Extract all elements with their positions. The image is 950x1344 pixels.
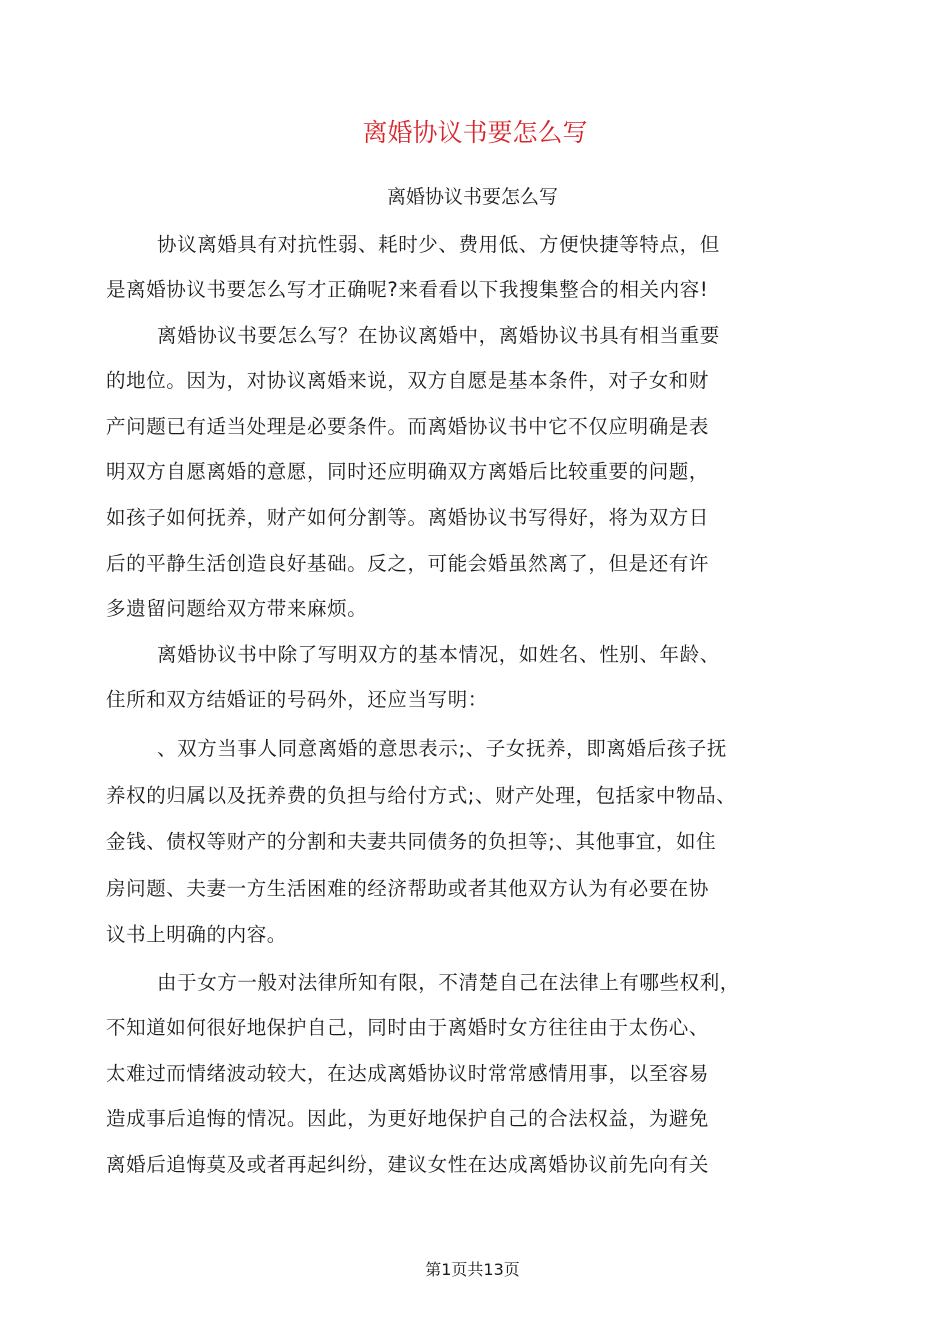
body-line: 造成事后追悔的情况。因此，为更好地保护自己的合法权益，为避免 <box>106 1107 710 1130</box>
body-line: 离婚协议书中除了写明双方的基本情况，如姓名、性别、年龄、 <box>157 643 720 666</box>
page-number-footer: 第1页共13页 <box>425 1260 520 1279</box>
document-title: 离婚协议书要怎么写 <box>362 118 588 147</box>
body-line: 的地位。因为，对协议离婚来说，双方自愿是基本条件，对子女和财 <box>106 369 710 392</box>
body-line: 后的平静生活创造良好基础。反之，可能会婚虽然离了，但是还有许 <box>106 552 710 575</box>
body-line: 、双方当事人同意离婚的意思表示;、子女抚养，即离婚后孩子抚 <box>157 737 727 760</box>
body-line: 由于女方一般对法律所知有限，不清楚自己在法律上有哪些权利， <box>157 971 740 994</box>
document-subtitle: 离婚协议书要怎么写 <box>386 186 558 208</box>
body-line: 养权的归属以及抚养费的负担与给付方式;、财产处理，包括家中物品、 <box>106 784 737 807</box>
body-line: 是离婚协议书要怎么写才正确呢?来看看以下我搜集整合的相关内容! <box>106 278 709 301</box>
body-line: 太难过而情绪波动较大，在达成离婚协议时常常感情用事，以至容易 <box>106 1062 710 1085</box>
body-line: 明双方自愿离婚的意愿，同时还应明确双方离婚后比较重要的问题， <box>106 460 710 483</box>
body-line: 房问题、夫妻一方生活困难的经济帮助或者其他双方认为有必要在协 <box>106 877 710 900</box>
body-line: 离婚协议书要怎么写？在协议离婚中，离婚协议书具有相当重要 <box>157 324 720 347</box>
body-line: 住所和双方结婚证的号码外，还应当写明： <box>106 688 488 711</box>
body-line: 议书上明确的内容。 <box>106 923 287 946</box>
body-line: 协议离婚具有对抗性弱、耗时少、费用低、方便快捷等特点，但 <box>157 233 720 256</box>
body-line: 多遗留问题给双方带来麻烦。 <box>106 597 368 620</box>
body-line: 不知道如何很好地保护自己，同时由于离婚时女方往往由于太伤心、 <box>106 1016 710 1039</box>
body-line: 金钱、债权等财产的分割和夫妻共同债务的负担等;、其他事宜，如住 <box>106 830 717 853</box>
body-line: 离婚后追悔莫及或者再起纠纷，建议女性在达成离婚协议前先向有关 <box>106 1153 710 1176</box>
body-line: 如孩子如何抚养，财产如何分割等。离婚协议书写得好，将为双方日 <box>106 506 710 529</box>
body-line: 产问题已有适当处理是必要条件。而离婚协议书中它不仅应明确是表 <box>106 415 710 438</box>
